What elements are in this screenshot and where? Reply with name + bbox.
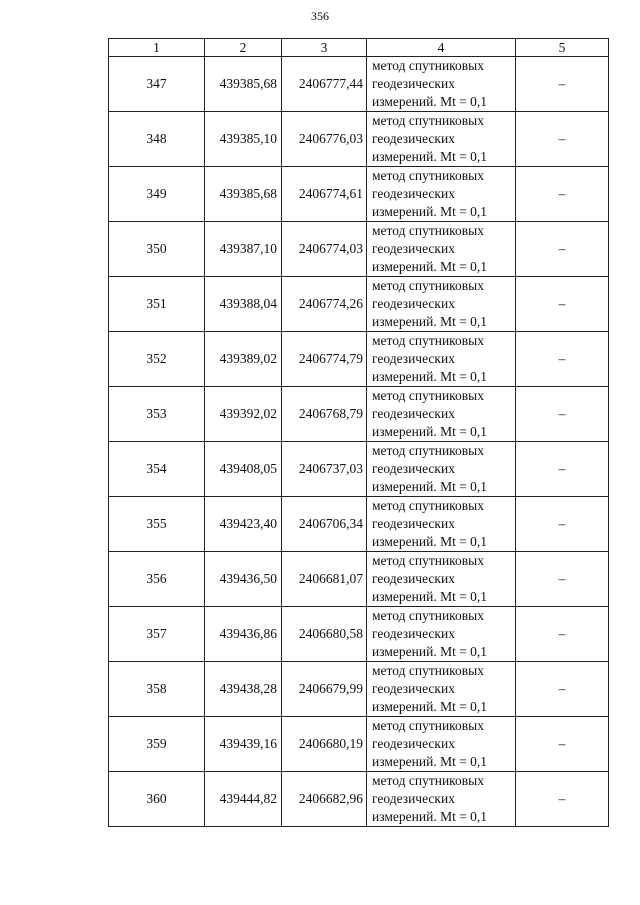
coordinate-x-cell: 439444,82	[205, 772, 282, 827]
coordinate-x-cell: 439388,04	[205, 277, 282, 332]
method-cell	[367, 277, 516, 332]
method-cell	[367, 772, 516, 827]
coordinate-x-cell: 439385,10	[205, 112, 282, 167]
point-number-cell: 354	[109, 442, 205, 497]
header-row	[109, 39, 609, 57]
method-line: метод спутниковых	[372, 718, 484, 733]
method-cell	[367, 387, 516, 442]
notes-cell: –	[516, 552, 609, 607]
notes-cell: –	[516, 277, 609, 332]
coordinate-x-cell: 439439,16	[205, 717, 282, 772]
notes-cell: –	[516, 222, 609, 277]
method-line: измерений. Mt = 0,1	[372, 369, 488, 384]
point-number-cell: 355	[109, 497, 205, 552]
method-line: измерений. Mt = 0,1	[372, 644, 488, 659]
table-row	[109, 332, 609, 387]
point-number-cell: 347	[109, 57, 205, 112]
method-line: измерений. Mt = 0,1	[372, 314, 488, 329]
table-row	[109, 222, 609, 277]
point-number-cell: 352	[109, 332, 205, 387]
method-cell	[367, 442, 516, 497]
coordinate-y-cell: 2406737,03	[282, 442, 367, 497]
method-line: измерений. Mt = 0,1	[372, 259, 488, 274]
coordinate-x-cell: 439408,05	[205, 442, 282, 497]
point-number-cell: 353	[109, 387, 205, 442]
coordinate-y-cell: 2406680,58	[282, 607, 367, 662]
notes-cell: –	[516, 442, 609, 497]
column-header-1: 1	[109, 39, 205, 57]
column-header-4: 4	[367, 39, 516, 57]
column-header-5: 5	[516, 39, 609, 57]
coordinate-x-cell: 439389,02	[205, 332, 282, 387]
notes-cell: –	[516, 167, 609, 222]
table-row	[109, 167, 609, 222]
table-row	[109, 662, 609, 717]
method-line: метод спутниковых	[372, 58, 484, 73]
method-line: измерений. Mt = 0,1	[372, 534, 488, 549]
page-number: 356	[311, 9, 329, 23]
coordinates-table	[108, 38, 609, 827]
method-line: метод спутниковых	[372, 443, 484, 458]
coordinate-y-cell: 2406774,26	[282, 277, 367, 332]
column-header-2: 2	[205, 39, 282, 57]
method-line: измерений. Mt = 0,1	[372, 479, 488, 494]
table-row	[109, 552, 609, 607]
method-line: геодезических	[372, 186, 455, 201]
method-cell	[367, 497, 516, 552]
method-line: измерений. Mt = 0,1	[372, 754, 488, 769]
method-line: метод спутниковых	[372, 113, 484, 128]
method-line: измерений. Mt = 0,1	[372, 149, 488, 164]
method-cell	[367, 552, 516, 607]
coordinate-y-cell: 2406774,79	[282, 332, 367, 387]
coordinate-x-cell: 439438,28	[205, 662, 282, 717]
point-number-cell: 350	[109, 222, 205, 277]
coordinate-y-cell: 2406777,44	[282, 57, 367, 112]
coordinate-y-cell: 2406768,79	[282, 387, 367, 442]
coordinate-y-cell: 2406682,96	[282, 772, 367, 827]
table-row	[109, 717, 609, 772]
method-cell	[367, 662, 516, 717]
method-line: измерений. Mt = 0,1	[372, 809, 488, 824]
method-line: геодезических	[372, 241, 455, 256]
coordinate-x-cell: 439385,68	[205, 167, 282, 222]
table-row	[109, 772, 609, 827]
method-line: метод спутниковых	[372, 773, 484, 788]
point-number-cell: 358	[109, 662, 205, 717]
method-cell	[367, 167, 516, 222]
method-line: геодезических	[372, 626, 455, 641]
method-line: метод спутниковых	[372, 553, 484, 568]
method-line: метод спутниковых	[372, 223, 484, 238]
method-line: измерений. Mt = 0,1	[372, 424, 488, 439]
coordinate-x-cell: 439423,40	[205, 497, 282, 552]
method-line: метод спутниковых	[372, 168, 484, 183]
point-number-cell: 360	[109, 772, 205, 827]
method-line: геодезических	[372, 296, 455, 311]
coordinate-y-cell: 2406680,19	[282, 717, 367, 772]
table-row	[109, 57, 609, 112]
method-line: геодезических	[372, 681, 455, 696]
method-line: метод спутниковых	[372, 388, 484, 403]
notes-cell: –	[516, 607, 609, 662]
coordinate-y-cell: 2406679,99	[282, 662, 367, 717]
method-line: геодезических	[372, 571, 455, 586]
table-row	[109, 112, 609, 167]
method-line: геодезических	[372, 516, 455, 531]
table-row	[109, 387, 609, 442]
coordinate-y-cell: 2406681,07	[282, 552, 367, 607]
point-number-cell: 359	[109, 717, 205, 772]
method-cell	[367, 607, 516, 662]
notes-cell: –	[516, 387, 609, 442]
method-line: геодезических	[372, 736, 455, 751]
column-header-3: 3	[282, 39, 367, 57]
method-line: геодезических	[372, 791, 455, 806]
notes-cell: –	[516, 717, 609, 772]
method-line: геодезических	[372, 76, 455, 91]
notes-cell: –	[516, 772, 609, 827]
method-line: метод спутниковых	[372, 663, 484, 678]
method-line: метод спутниковых	[372, 278, 484, 293]
notes-cell: –	[516, 497, 609, 552]
table-row	[109, 607, 609, 662]
notes-cell: –	[516, 662, 609, 717]
table-row	[109, 497, 609, 552]
coordinate-x-cell: 439436,50	[205, 552, 282, 607]
notes-cell: –	[516, 112, 609, 167]
coordinate-x-cell: 439385,68	[205, 57, 282, 112]
method-line: измерений. Mt = 0,1	[372, 94, 488, 109]
coordinate-y-cell: 2406776,03	[282, 112, 367, 167]
method-cell	[367, 112, 516, 167]
method-line: геодезических	[372, 131, 455, 146]
point-number-cell: 351	[109, 277, 205, 332]
method-line: геодезических	[372, 351, 455, 366]
table-row	[109, 442, 609, 497]
table-row	[109, 277, 609, 332]
coordinate-y-cell: 2406774,03	[282, 222, 367, 277]
method-cell	[367, 222, 516, 277]
table-header	[109, 39, 609, 57]
point-number-cell: 349	[109, 167, 205, 222]
coordinate-y-cell: 2406706,34	[282, 497, 367, 552]
method-line: геодезических	[372, 461, 455, 476]
method-line: измерений. Mt = 0,1	[372, 699, 488, 714]
method-line: измерений. Mt = 0,1	[372, 589, 488, 604]
point-number-cell: 357	[109, 607, 205, 662]
coordinate-x-cell: 439392,02	[205, 387, 282, 442]
method-cell	[367, 57, 516, 112]
notes-cell: –	[516, 57, 609, 112]
method-line: геодезических	[372, 406, 455, 421]
coordinate-y-cell: 2406774,61	[282, 167, 367, 222]
method-line: метод спутниковых	[372, 608, 484, 623]
method-line: измерений. Mt = 0,1	[372, 204, 488, 219]
method-cell	[367, 717, 516, 772]
point-number-cell: 348	[109, 112, 205, 167]
method-line: метод спутниковых	[372, 498, 484, 513]
method-line: метод спутниковых	[372, 333, 484, 348]
table-body	[109, 57, 609, 827]
method-cell	[367, 332, 516, 387]
notes-cell: –	[516, 332, 609, 387]
point-number-cell: 356	[109, 552, 205, 607]
coordinate-x-cell: 439387,10	[205, 222, 282, 277]
coordinate-x-cell: 439436,86	[205, 607, 282, 662]
